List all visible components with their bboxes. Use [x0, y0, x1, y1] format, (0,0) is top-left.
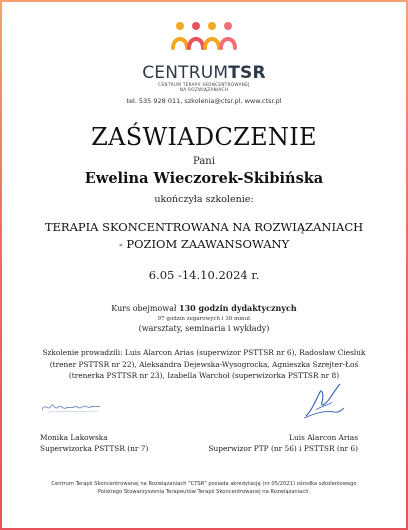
people-logo-icon: [169, 20, 239, 58]
course-dates: 6.05 -14.10.2024 r.: [148, 268, 260, 282]
course-hours: Kurs obejmował 130 godzin dydaktycznych: [111, 303, 297, 313]
left-signatory-name: Monika Lakowska: [40, 433, 108, 442]
trainers-list: Szkolenie prowadzili: Luis Alarcon Arias (superwizor PSTTSR nr 6), Radosław Ciesluk (trener PSTTSR nr 22), Aleksandra Dejewska-Wysogrocka, Agnieszka Szrejter-Łoś (trenerka PSTTSR nr 23), Izabella Warchoł (superwizorka PSTTSR nr 8): [42, 348, 366, 380]
right-signature-icon: [298, 380, 348, 424]
ctsr-logo: [0, 20, 408, 58]
completed-label: ukończyła szkolenie:: [154, 194, 254, 205]
recipient-name: Ewelina Wieczorek-Skibińska: [84, 170, 324, 187]
course-title: TERAPIA SKONCENTROWANA NA ROZWIĄZANIACH - POZIOM ZAAWANSOWANY: [44, 220, 364, 251]
salutation: Pani: [193, 156, 215, 167]
left-signatory: [40, 432, 148, 454]
course-hours-detail: 97 godzin zegarowych i 30 minut: [157, 316, 251, 322]
course-format-note: (warsztaty, seminaria i wykłady): [138, 324, 270, 333]
certificate-title: ZAŚWIADCZENIE: [91, 123, 317, 151]
left-signatory-role: Superwizorka PSTTSR (nr 7): [40, 444, 149, 453]
left-signature-icon: [40, 398, 102, 416]
brand-subtitle: CENTRUM TERAPII SKONCENTROWANEJ NA ROZWIĄZANIACH: [158, 82, 250, 92]
right-signatory-name: Luis Alarcon Arias: [289, 433, 358, 442]
accreditation-footer: Centrum Terapii Skoncentrowanej na Rozwiązaniach "CTSR" posiada akredytację (nr 05/2021) ośrodka szkoleniowego Polskiego Stowarzyszenia Terapeutów Terapii Skoncentrowanej na Rozwiązaniach.: [51, 481, 357, 495]
brand-name: CENTRUMTSR: [142, 63, 266, 83]
contact-line: tel. 535 928 011, szkolenia@ctsr.pl, www.ctsr.pl: [126, 97, 282, 105]
right-signatory-role: Superwizor PTP (nr 56) i PSTTSR (nr 6): [208, 444, 358, 453]
right-signatory: [208, 432, 358, 454]
